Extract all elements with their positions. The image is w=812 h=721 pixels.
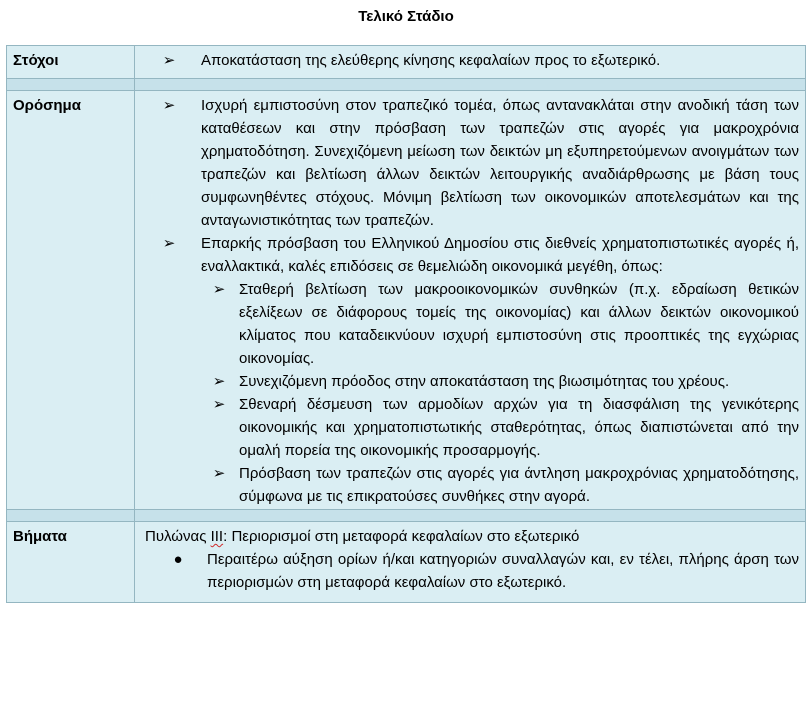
stages-table [6, 45, 806, 603]
arrow-bullet-icon: ➢ [162, 235, 176, 252]
dot-bullet-icon: ● [173, 551, 183, 568]
spacer-row [7, 79, 806, 91]
goals-content [135, 46, 806, 79]
list-item [135, 548, 799, 594]
goals-row [7, 46, 806, 79]
milestone-subitem: Συνεχιζόμενη πρόοδος στην αποκατάσταση της βιωσιμότητας του χρέους. [239, 373, 730, 390]
list-item [135, 94, 799, 232]
arrow-bullet-icon: ➢ [212, 281, 226, 298]
steps-label: Βήματα [7, 522, 135, 603]
spacer-row [7, 510, 806, 522]
pillar-heading [135, 525, 799, 548]
milestone-subitem: Πρόσβαση των τραπεζών στις αγορές για άντληση μακροχρόνιας χρηματοδότησης, σύμφωνα με τις επικρατούσες συνθήκες στην αγορά. [239, 465, 799, 505]
arrow-bullet-icon: ➢ [212, 465, 226, 482]
milestone-content [135, 91, 806, 510]
arrow-bullet-icon: ➢ [162, 97, 176, 114]
arrow-bullet-icon: ➢ [212, 373, 226, 390]
arrow-bullet-icon: ➢ [212, 396, 226, 413]
steps-bullet-text: Περαιτέρω αύξηση ορίων ή/και κατηγοριών συναλλαγών και, εν τέλει, πλήρης άρση των περιορισμών στη μεταφορά κεφαλαίων στο εξωτερικό. [207, 551, 799, 591]
milestone-label: Ορόσημα [7, 91, 135, 510]
milestone-subitem: Σθεναρή δέσμευση των αρμοδίων αρχών για τη διασφάλιση της γενικότερης οικονομικής και χρηματοπιστωτικής σταθερότητας, όπως διαπιστώνεται από την ομαλή πορεία της οικονομικής προσαρμογής. [239, 396, 799, 459]
arrow-bullet-icon: ➢ [162, 52, 176, 69]
milestone-text-2: Επαρκής πρόσβαση του Ελληνικού Δημοσίου στις διεθνείς χρηματοπιστωτικές αγορές ή, εναλλακτικά, καλές επιδόσεις σε θεμελιώδη οικονομικά μεγέθη, όπως: [201, 235, 799, 275]
list-item [135, 49, 799, 72]
list-item [135, 232, 799, 278]
pillar-suffix: : Περιορισμοί στη μεταφορά κεφαλαίων στο εξωτερικό [223, 528, 580, 545]
milestone-subitem: Σταθερή βελτίωση των μακροοικονομικών συνθηκών (π.χ. εδραίωση θετικών εξελίξεων σε διάφορους τομείς της οικονομίας) και άλλων δεικτών οικονομικού κλίματος που καταδεικνύουν ισχυρή εμπιστοσύνη στις προοπτικές της εγχώριας οικονομίας. [239, 281, 799, 367]
milestone-row [7, 91, 806, 510]
pillar-numeral: ΙΙΙ [210, 528, 224, 545]
list-item [135, 370, 799, 393]
pillar-prefix: Πυλώνας [145, 528, 211, 545]
steps-content [135, 522, 806, 603]
goal-text: Αποκατάσταση της ελεύθερης κίνησης κεφαλαίων προς το εξωτερικό. [201, 52, 661, 69]
list-item [135, 278, 799, 370]
page-title: Τελικό Στάδιο [358, 8, 454, 25]
goals-label: Στόχοι [7, 46, 135, 79]
steps-row [7, 522, 806, 603]
list-item [135, 462, 799, 508]
milestone-text-1: Ισχυρή εμπιστοσύνη στον τραπεζικό τομέα, όπως αντανακλάται στην ανοδική τάση των καταθέσεων και στην πρόσβαση των τραπεζών στις αγορές για μακροχρόνια χρηματοδότηση. Συνεχιζόμενη μείωση των δεικτών μη εξυπηρετούμενων ανοιγμάτων των τραπεζών και βελτίωση άλλων δεικτών λειτουργικής αναδιάρθρωσης με βάση τους συμφωνηθέντες στόχους. Μόνιμη βελτίωση των οικονομικών αποτελεσμάτων και της ανταγωνιστικότητας των τραπεζών. [201, 97, 799, 229]
list-item [135, 393, 799, 462]
